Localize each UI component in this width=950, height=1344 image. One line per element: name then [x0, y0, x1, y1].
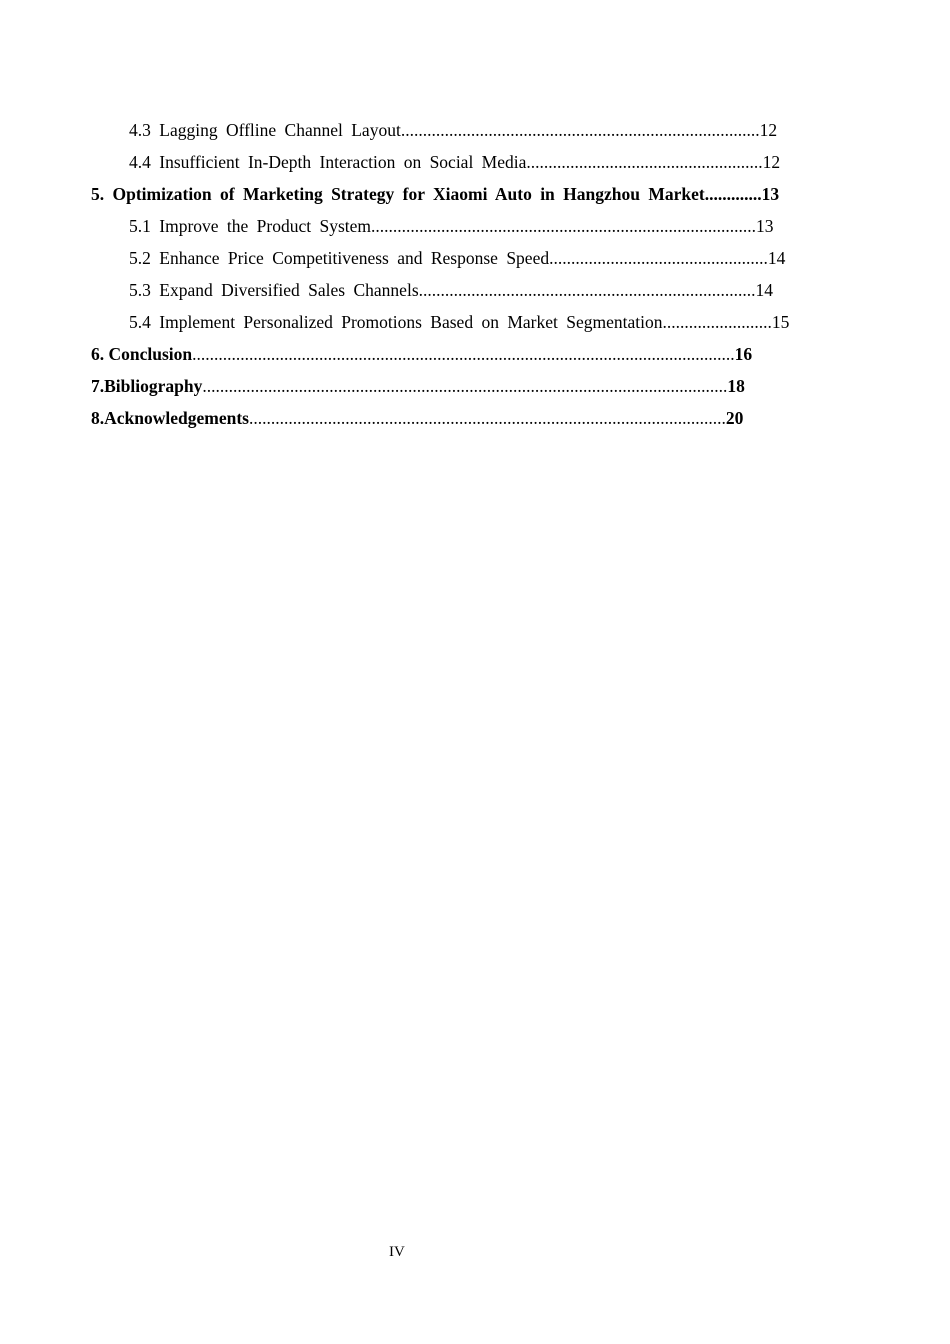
toc-entry-title: Implement Personalized Promotions Based on Market Segmentation [159, 312, 663, 332]
toc-leader-dots: ......................... [662, 312, 772, 332]
toc-entry-title: Insufficient In-Depth Interaction on Social Media [159, 152, 527, 172]
toc-entry-title: Enhance Price Competitiveness and Response Speed [159, 248, 550, 268]
toc-entry-number: 4.3 [129, 120, 151, 140]
toc-entry-title: Optimization of Marketing Strategy for Xiaomi Auto in Hangzhou Market [112, 184, 705, 204]
toc-entry-number: 5.3 [129, 280, 151, 300]
toc-leader-dots: .................................................. [549, 248, 768, 268]
page-number-footer: IV [389, 1244, 405, 1260]
toc-entry-title: Lagging Offline Channel Layout [159, 120, 401, 140]
toc-entry-page: 12 [759, 120, 778, 140]
toc-leader-dots: ............................................................................................................................ [192, 344, 735, 364]
toc-entry-page: 14 [767, 248, 786, 268]
toc-entry-number: 6. [91, 344, 105, 364]
toc-entry-page: 14 [755, 280, 774, 300]
toc-entry-5-1[interactable] [91, 210, 871, 242]
toc-entry-4-3[interactable] [91, 114, 871, 146]
toc-entry-6[interactable] [91, 338, 871, 370]
table-of-contents [91, 114, 871, 434]
toc-entry-5-3[interactable] [91, 274, 871, 306]
toc-entry-title: Improve the Product System [159, 216, 372, 236]
toc-leader-dots: ........................................................................................................................ [202, 376, 728, 396]
toc-entry-title: Conclusion [108, 344, 193, 364]
toc-entry-4-4[interactable] [91, 146, 871, 178]
toc-entry-page: 20 [725, 408, 744, 428]
toc-entry-7[interactable] [91, 370, 871, 402]
toc-entry-page: 16 [734, 344, 753, 364]
toc-entry-number: 7. [91, 376, 105, 396]
toc-leader-dots: ............................................................................. [418, 280, 756, 300]
toc-entry-number: 4.4 [129, 152, 151, 172]
toc-leader-dots: ........................................................................................ [371, 216, 757, 236]
toc-leader-dots: ............................................................................................................. [248, 408, 726, 428]
toc-entry-number: 8. [91, 408, 105, 428]
toc-leader-dots: ............. [704, 184, 762, 204]
toc-entry-page: 15 [771, 312, 790, 332]
toc-entry-8[interactable] [91, 402, 871, 434]
toc-entry-number: 5.4 [129, 312, 151, 332]
toc-entry-page: 13 [756, 216, 774, 236]
toc-entry-number: 5. [91, 184, 105, 204]
toc-entry-number: 5.1 [129, 216, 151, 236]
toc-entry-page: 12 [762, 152, 781, 172]
toc-entry-number: 5.2 [129, 248, 151, 268]
toc-leader-dots: .................................................................................. [400, 120, 760, 140]
toc-entry-title: Expand Diversified Sales Channels [159, 280, 419, 300]
toc-entry-page: 13 [761, 184, 780, 204]
toc-entry-5-4[interactable] [91, 306, 871, 338]
toc-entry-5-2[interactable] [91, 242, 871, 274]
toc-entry-title: Acknowledgements [104, 408, 249, 428]
toc-entry-5[interactable] [91, 178, 871, 210]
toc-entry-page: 18 [727, 376, 745, 396]
toc-entry-title: Bibliography [104, 376, 203, 396]
toc-leader-dots: ...................................................... [526, 152, 763, 172]
